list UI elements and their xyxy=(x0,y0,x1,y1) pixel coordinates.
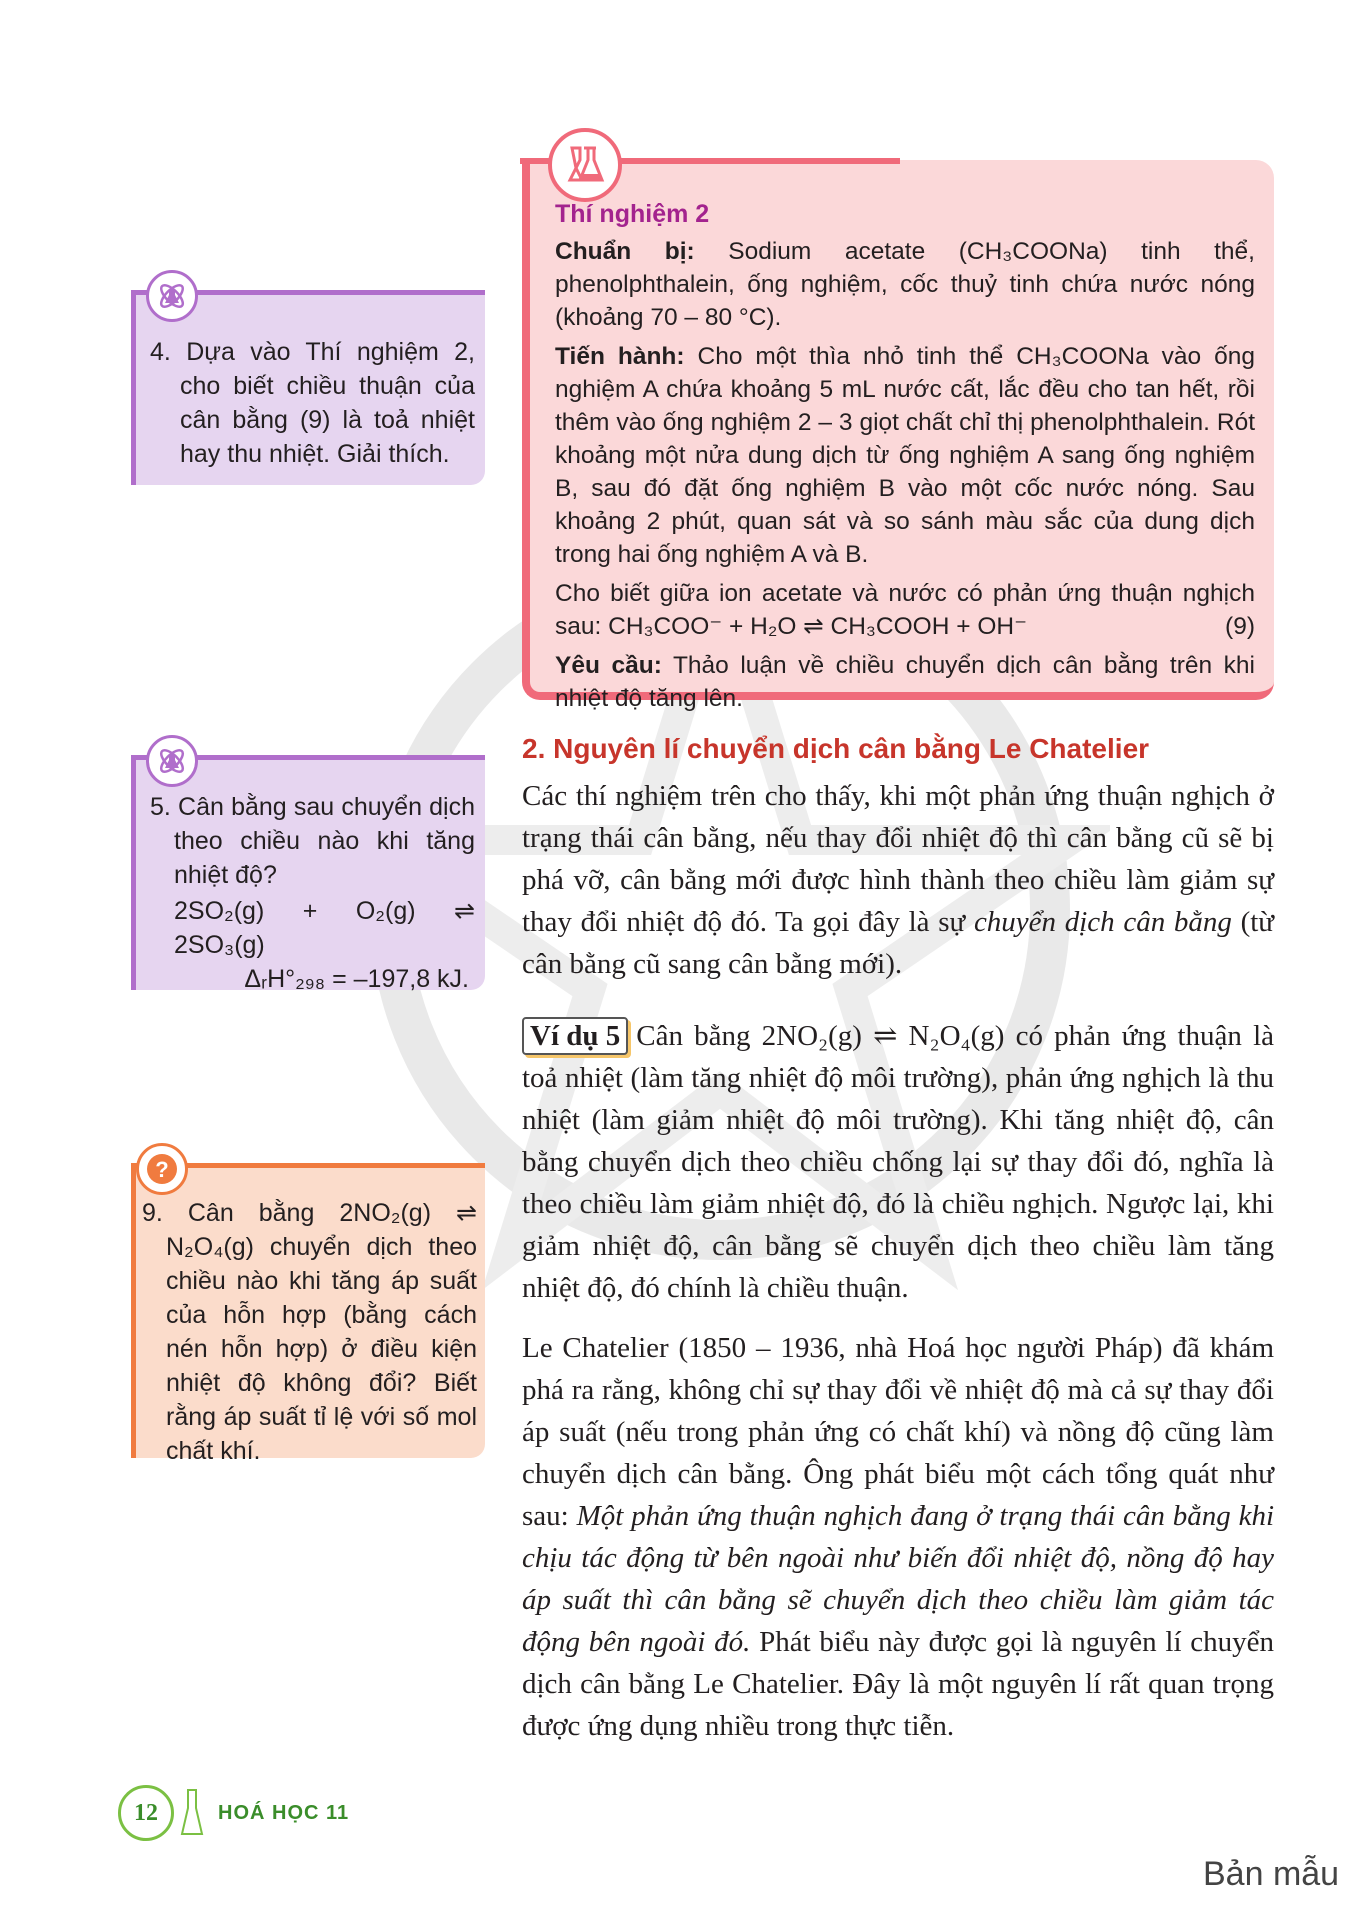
section-title: 2. Nguyên lí chuyển dịch cân bằng Le Chatelier xyxy=(522,733,1150,764)
page-footer xyxy=(118,1785,349,1841)
procedure-text: Cho một thìa nhỏ tinh thể CH₃COONa vào ống nghiệm A chứa khoảng 5 mL nước cất, lắc đều cho tan hết, rồi thêm vào ống nghiệm 2 – 3 giọt chất chỉ thị phenolphthalein. Rót khoảng một nửa dung dịch từ ống nghiệm A sang ống nghiệm B, sau đó đặt ống nghiệm B vào một cốc nước nóng. Sau khoảng 2 phút, quan sát và so sánh màu sắc của dung dịch trong hai ống nghiệm A và B. xyxy=(555,343,1255,568)
question-5-equation: 2SO₂(g) + O₂(g) ⇌ 2SO₃(g) xyxy=(174,897,475,959)
para1-term: chuyển dịch cân bằng xyxy=(973,906,1232,938)
para1-text-end: (từ cân bằng cũ sang cân bằng mới). xyxy=(522,906,1275,980)
question-5-box xyxy=(131,755,485,993)
question-5-text: Cân bằng sau chuyển dịch theo chiều nào khi tăng nhiệt độ? xyxy=(174,793,476,889)
question-5-number: 5. xyxy=(150,793,171,821)
le-chatelier-principle: Một phản ứng thuận nghịch đang ở trạng thái cân bằng khi chịu tác động từ bên ngoài như biến đổi nhiệt độ, nồng độ hay áp suất thì cân bằng sẽ chuyển dịch theo chiều làm giảm tác động bên ngoài đó. xyxy=(522,1500,1274,1658)
example-5-paragraph xyxy=(522,1015,1274,1309)
question-9-text: Cân bằng 2NO₂(g) ⇌ N₂O₄(g) chuyển dịch theo chiều nào khi tăng áp suất của hỗn hợp (bằng cách nén hỗn hợp) ở điều kiện nhiệt độ không đổi? Biết rằng áp suất tỉ lệ với số mol chất khí. xyxy=(166,1199,477,1465)
para3-text: Le Chatelier (1850 – 1936, nhà Hoá học người Pháp) đã khám phá ra rằng, không chỉ sự thay đổi về nhiệt độ mà cả sự thay đổi áp suất (nếu trong phản ứng có chất khí) và nồng độ cũng làm chuyển dịch cân bằng. Ông phát biểu một cách tổng quát như sau: xyxy=(522,1332,1274,1532)
example-5-label: Ví dụ 5 xyxy=(522,1017,628,1055)
experiment-title: Thí nghiệm 2 xyxy=(555,200,710,228)
reaction-equation: CH₃COO⁻ + H₂O ⇌ CH₃COOH + OH⁻ xyxy=(608,613,1028,640)
reaction-intro: Cho biết giữa ion acetate và nước có phản ứng thuận nghịch sau: xyxy=(555,580,1255,640)
para1-text: Các thí nghiệm trên cho thấy, khi một phản ứng thuận nghịch ở trạng thái cân bằng, nếu thay đổi nhiệt độ thì cân bằng cũ sẽ bị phá vỡ, cân bằng mới được hình thành theo chiều làm giảm sự thay đổi nhiệt độ đó. Ta gọi đây là sự xyxy=(522,780,1274,938)
question-9-number: 9. xyxy=(142,1199,163,1227)
question-4-text: Dựa vào Thí nghiệm 2, cho biết chiều thuận của cân bằng (9) là toả nhiệt hay thu nhiệt. Giải thích. xyxy=(180,338,475,468)
page-number: 12 xyxy=(118,1785,174,1841)
flask-icon xyxy=(180,1788,204,1838)
section-paragraph-3 xyxy=(522,1327,1274,1747)
book-title: HOÁ HỌC 11 xyxy=(218,1801,350,1824)
procedure-label: Tiến hành: xyxy=(555,343,685,370)
experiment-content xyxy=(555,198,1255,721)
prep-label: Chuẩn bị: xyxy=(555,238,695,265)
sample-label: Bản mẫu xyxy=(1203,1855,1340,1893)
para3-text-end: Phát biểu này được gọi là nguyên lí chuyển dịch cân bằng Le Chatelier. Đây là một nguyên lí rất quan trọng được ứng dụng nhiều trong thực tiễn. xyxy=(522,1626,1274,1742)
atom-flask-icon xyxy=(146,735,198,787)
question-mark-icon xyxy=(136,1143,188,1195)
requirement-label: Yêu cầu: xyxy=(555,652,662,679)
reaction-number: (9) xyxy=(1225,613,1255,640)
section-paragraph-1 xyxy=(522,775,1274,985)
question-9-box xyxy=(131,1157,485,1465)
question-5-enthalpy: ΔᵣH°₂₉₈ = –197,8 kJ. xyxy=(244,965,469,993)
requirement-text: Thảo luận về chiều chuyển dịch cân bằng trên khi nhiệt độ tăng lên. xyxy=(555,652,1255,712)
svg-text:?: ? xyxy=(155,1157,169,1182)
example-5-text: Cân bằng 2NO₂(g) ⇌ N₂O₄(g) có phản ứng thuận là toả nhiệt (làm tăng nhiệt độ môi trường), phản ứng nghịch là thu nhiệt (làm giảm nhiệt độ môi trường). Khi tăng nhiệt độ, cân bằng chuyển dịch theo chiều chống lại sự thay đổi đó, nghĩa là theo chiều làm giảm nhiệt độ, đó là chiều nghịch. Ngược lại, khi giảm nhiệt độ, cân bằng sẽ chuyển dịch theo chiều làm tăng nhiệt độ, đó chính là chiều thuận. xyxy=(522,1020,1274,1304)
question-4-number: 4. xyxy=(150,338,171,366)
question-4-box xyxy=(131,290,485,485)
atom-flask-icon xyxy=(146,270,198,322)
prep-text: Sodium acetate (CH₃COONa) tinh thể, phenolphthalein, ống nghiệm, cốc thuỷ tinh chứa nước nóng (khoảng 70 – 80 °C). xyxy=(555,238,1255,331)
flask-icon xyxy=(548,128,622,202)
